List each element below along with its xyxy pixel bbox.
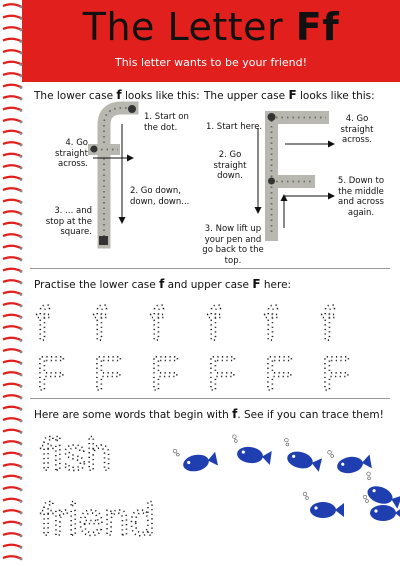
fish-icon xyxy=(359,472,400,510)
fish-icon xyxy=(279,438,325,473)
lower-step-3: 3. ... and stop at the square. xyxy=(45,206,92,237)
practice-lowercase-f: f xyxy=(150,298,164,351)
upper-step-4: 4. Go straight across. xyxy=(340,114,374,145)
practice-lowercase-f: f xyxy=(36,298,50,351)
practice-uppercase-f: F xyxy=(207,348,237,401)
practice-uppercase-f: F xyxy=(150,348,180,401)
fish-icon xyxy=(229,435,273,466)
lower-step-1: 1. Start on the dot. xyxy=(144,112,189,133)
practice-uppercase-f: F xyxy=(321,348,351,401)
practice-uppercase-f: F xyxy=(264,348,294,401)
fish-icon xyxy=(327,444,372,476)
practice-uppercase-f: F xyxy=(93,348,123,401)
lower-step-2: 2. Go down, down, down... xyxy=(130,186,190,207)
title-letters: Ff xyxy=(295,5,340,49)
fish-illustrations xyxy=(173,435,400,521)
practice-lowercase-f: f xyxy=(321,298,335,351)
upper-step-5: 5. Down to the middle and across again. xyxy=(337,176,385,218)
fish-icon xyxy=(303,492,344,518)
upper-step-3: 3. Now lift up your pen and go back to the top. xyxy=(202,224,264,266)
start-dot xyxy=(128,105,136,113)
practice-uppercase-row xyxy=(36,348,350,401)
subtitle: This letter wants to be your friend! xyxy=(114,56,308,69)
practice-lowercase-f: f xyxy=(264,298,278,351)
lowercase-f-diagram xyxy=(88,105,136,245)
crossbar-dot xyxy=(91,146,98,153)
trace-word-friend: friend xyxy=(40,493,156,545)
stop-square xyxy=(99,236,108,245)
words-heading: Here are some words that begin with f. See if you can trace them! xyxy=(34,407,384,421)
practice-lowercase-f: f xyxy=(93,298,107,351)
upper-step-2: 2. Go straight down. xyxy=(213,150,247,181)
practice-heading: Practise the lower case f and upper case F here: xyxy=(34,277,292,291)
practice-uppercase-f: F xyxy=(36,348,66,401)
trace-word-fish: fish xyxy=(40,428,112,480)
title-prefix: The Letter xyxy=(82,5,284,49)
upper-step-1: 1. Start here. xyxy=(206,122,263,132)
uppercase-f-diagram xyxy=(258,111,333,241)
lower-step-4: 4. Go straight across. xyxy=(55,138,88,169)
lowercase-heading: The lower case f looks like this: xyxy=(34,88,200,102)
fish-icon xyxy=(173,441,218,475)
uppercase-heading: The upper case F looks like this: xyxy=(204,88,375,102)
practice-lowercase-f: f xyxy=(207,298,221,351)
practice-lowercase-row xyxy=(36,298,335,351)
